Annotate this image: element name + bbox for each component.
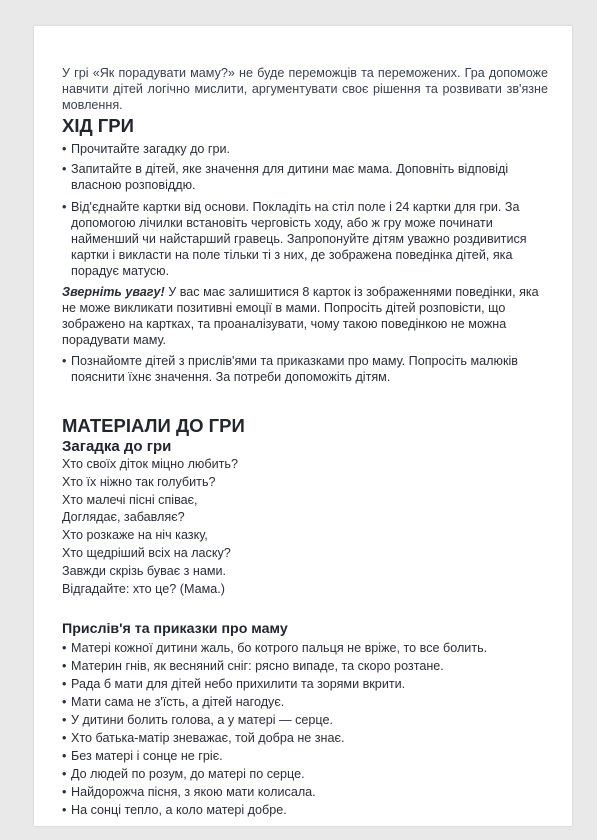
riddle-heading: Загадка до гри — [62, 438, 172, 455]
bullet-marker: • — [62, 142, 67, 156]
proverb-item — [62, 747, 548, 765]
bullet-marker: • — [62, 767, 67, 782]
proverbs-list — [62, 639, 548, 819]
riddle-line: Хто розкаже на ніч казку, — [62, 528, 208, 543]
step-text: Познайомте дітей з прислів'ями та приказками про маму. Попросіть малюків пояснити їхнє значення. За потреби допоможіть дітям. — [71, 354, 518, 384]
proverb-item — [62, 657, 548, 675]
bullet-marker: • — [62, 695, 67, 710]
proverb-item — [62, 801, 548, 819]
attention-note — [62, 284, 548, 348]
bullet-marker: • — [62, 749, 67, 764]
bullet-marker: • — [62, 162, 67, 176]
riddle-line: Хто їх ніжно так голубить? — [62, 474, 216, 489]
proverb-text: У дитини болить голова, а у матері — серце. — [71, 713, 334, 728]
riddle-line: Завжди скрізь буває з нами. — [62, 563, 227, 578]
proverb-item — [62, 783, 548, 801]
step-item — [62, 199, 548, 279]
bullet-marker: • — [62, 785, 67, 800]
intro-paragraph: У грі «Як порадувати маму?» не буде переможців та переможених. Гра допоможе навчити дітей логічно мислити, аргументувати своє рішення та розвивати зв'язне мовлення. — [62, 66, 548, 112]
step-text: Запитайте в дітей, яке значення для дитини має мама. Доповніть відповіді власною розповіддю. — [71, 162, 509, 192]
proverb-text: Матері кожної дитини жаль, бо котрого пальця не вріже, то все болить. — [71, 641, 488, 656]
attention-text: У вас має залишитися 8 карток із зображеннями поведінки, яка не може викликати позитивні емоції в мами. Попросіть дітей розповісти, що зображено на картках, та проаналізувати, чому такою поведінкою не можна порадувати маму. — [62, 285, 539, 347]
proverb-text: Мати сама не з'їсть, а дітей нагодує. — [71, 695, 285, 710]
bullet-marker: • — [62, 731, 67, 746]
bullet-marker: • — [62, 803, 67, 818]
step-item — [62, 353, 548, 385]
materials-heading: МАТЕРІАЛИ ДО ГРИ — [62, 415, 245, 436]
proverbs-heading: Прислів'я та приказки про маму — [62, 621, 288, 638]
riddle-line: Хто щедріший всіх на ласку? — [62, 545, 231, 560]
step-item — [62, 161, 548, 193]
proverb-text: Без матері і сонце не гріє. — [71, 749, 223, 764]
step-item — [62, 141, 548, 157]
bullet-marker: • — [62, 677, 67, 692]
attention-label: Зверніть увагу! — [62, 285, 165, 299]
riddle-line: Відгадайте: хто це? (Мама.) — [62, 581, 225, 596]
page-content — [62, 65, 548, 819]
proverb-item — [62, 639, 548, 657]
riddle-line: Хто малечі пісні співає, — [62, 492, 198, 507]
bullet-marker: • — [62, 354, 67, 368]
proverb-text: Рада б мати для дітей небо прихилити та зорями вкрити. — [71, 677, 406, 692]
proverb-item — [62, 675, 548, 693]
step-text: Прочитайте загадку до гри. — [71, 142, 231, 156]
proverb-text: До людей по розум, до матері по серце. — [71, 767, 305, 782]
document-page — [34, 26, 572, 826]
bullet-marker: • — [62, 659, 67, 674]
proverb-item — [62, 711, 548, 729]
step-text: Від'єднайте картки від основи. Покладіть на стіл поле і 24 картки для гри. За допомогою лічилки встановіть черговість ходу, або ж гру може починати найменший чи найстарший гравець. Запропонуйте дітям уважно роздивитися картки і викласти на поле тільки ті з них, де зображена поведінка дітей, яка порадує матусю. — [71, 200, 527, 278]
bullet-marker: • — [62, 713, 67, 728]
bullet-marker: • — [62, 641, 67, 656]
riddle-block — [62, 456, 548, 598]
proverb-text: Хто батька-матір зневажає, той добра не знає. — [71, 731, 345, 746]
game-flow-heading: ХІД ГРИ — [62, 115, 134, 136]
riddle-line: Доглядає, забавляє? — [62, 510, 185, 525]
proverb-item — [62, 765, 548, 783]
proverb-text: Найдорожча пісня, з якою мати колисала. — [71, 785, 316, 800]
bullet-marker: • — [62, 200, 67, 214]
proverb-item — [62, 729, 548, 747]
riddle-line: Хто своїх діток міцно любить? — [62, 457, 238, 471]
proverb-text: Материн гнів, як весняний сніг: рясно випаде, та скоро розтане. — [71, 659, 444, 674]
proverb-item — [62, 693, 548, 711]
proverb-text: На сонці тепло, а коло матері добре. — [71, 803, 287, 818]
